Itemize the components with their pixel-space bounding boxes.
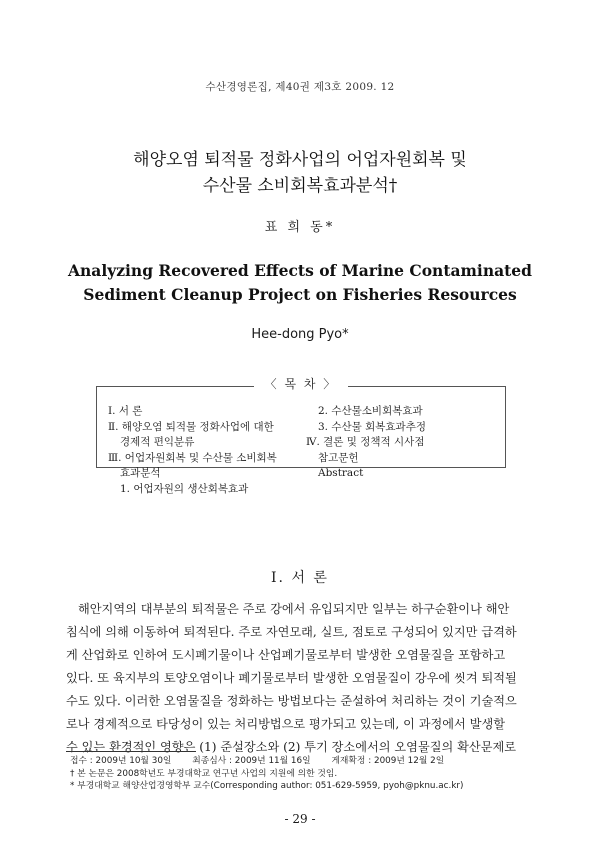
body-line: 수 있는 환경적인 영향은 (1) 준설장소와 (2) 투기 장소에서의 오염물질의 확산문제로 — [66, 740, 517, 754]
body-line: 수도 있다. 이러한 오염물질을 정화하는 방법보다는 준설하여 처리하는 것이 기술적으 — [66, 694, 517, 708]
toc-item: 3. 수산물 회복효과추정 — [318, 420, 426, 433]
footnote-funding: † 본 논문은 2008학년도 부경대학교 연구년 사업의 지원에 의한 것임. — [70, 768, 338, 779]
journal-info: 수산경영론집, 제40권 제3호 2009. 12 — [205, 81, 395, 93]
body-line: 게 산업화로 인하여 도시폐기물이나 산업폐기물로부터 발생한 오염물질을 포함하고 — [66, 648, 506, 662]
toc-item: 효과분석 — [120, 467, 161, 479]
english-title-line-1: Analyzing Recovered Effects of Marine Contaminated — [68, 261, 532, 280]
toc-heading: 〈 목 차 〉 — [254, 375, 348, 392]
section-heading-introduction: Ⅰ. 서 론 — [271, 570, 329, 586]
toc-item: 참고문헌 — [318, 451, 359, 464]
toc-item: Ⅰ. 서 론 — [108, 405, 143, 417]
toc-item: 1. 어업자원의 생산회복효과 — [120, 482, 249, 495]
english-author: Hee-dong Pyo* — [251, 327, 349, 342]
english-title — [0, 259, 600, 307]
english-title-line-2: Sediment Cleanup Project on Fisheries Resources — [83, 285, 517, 304]
reviewed-date: 최종심사 : 2009년 11월 16일 — [192, 756, 311, 766]
korean-title-line-2: 수산물 소비회복효과분석† — [202, 176, 398, 196]
toc-right-column — [306, 404, 496, 482]
toc-left-column — [108, 404, 308, 497]
toc-item: Ⅲ. 어업자원회복 및 수산물 소비회복 — [108, 451, 277, 464]
toc-item: Abstract — [318, 467, 364, 479]
body-paragraph — [66, 598, 536, 759]
accepted-date: 게재확정 : 2009년 12월 2일 — [331, 756, 445, 766]
footnote-dates — [70, 755, 540, 768]
page-number: - 29 - — [284, 812, 316, 826]
footnote-divider — [66, 751, 196, 752]
korean-title — [0, 147, 600, 199]
toc-item: 2. 수산물소비회복효과 — [318, 405, 423, 417]
toc-item: Ⅳ. 결론 및 정책적 시사점 — [306, 436, 425, 448]
body-line: 있다. 또 육지부의 토양오염이나 폐기물로부터 발생한 오염물질이 강우에 씻겨 퇴적될 — [66, 671, 517, 685]
korean-title-line-1: 해양오염 퇴적물 정화사업의 어업자원회복 및 — [133, 150, 467, 170]
received-date: 접수 : 2009년 10월 30일 — [70, 756, 172, 766]
footnotes — [70, 755, 540, 793]
korean-author: 표 희 동* — [264, 220, 336, 235]
footnote-affiliation: * 부경대학교 해양산업경영학부 교수(Corresponding author: 051-629-5959, pyoh@pknu.ac.kr) — [70, 781, 464, 791]
toc-item: Ⅱ. 해양오염 퇴적물 정화사업에 대한 — [108, 420, 274, 433]
body-line: 로나 경제적으로 타당성이 있는 처리방법으로 평가되고 있는데, 이 과정에서 발생할 — [66, 717, 506, 731]
body-line: 해안지역의 대부분의 퇴적물은 주로 강에서 유입되지만 일부는 하구순환이나 해안 — [78, 602, 510, 616]
body-line: 침식에 의해 이동하여 퇴적된다. 주로 자연모래, 실트, 점토로 구성되어 있지만 급격하 — [66, 625, 517, 639]
toc-item: 경제적 편익분류 — [120, 436, 195, 448]
